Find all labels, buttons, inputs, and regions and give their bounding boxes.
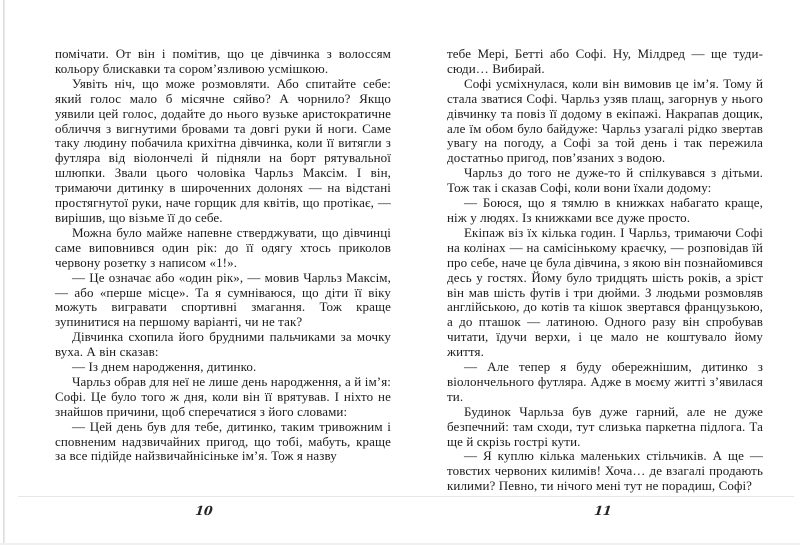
paragraph: Екіпаж віз їх кілька годин. І Чарльз, тримаючи Софі на колінах — на самісінькому краєчку, — розповідав їй про себе, наче це була дівчина, з якою він познайомився десь у гостях. Йому було тридцять шість років, а зріст він мав шість футів і три дюйми. З людьми розмовляв англійською, до котів та кішок звертався французькою, а до пташок — латиною. Одного разу він спробував читати, їдучи верхи, і це мало не коштувало йому життя.	[447, 224, 763, 360]
paragraph: Можна було майже напевне стверджувати, що дівчинці саме виповнився один рік: до її одягу хтось приколов червону розетку з написом «1!».	[55, 224, 391, 270]
page-number-right: 11	[593, 503, 613, 518]
paragraph: — Із днем народження, дитинко.	[72, 359, 257, 375]
paragraph: — Боюся, що я тямлю в книжках набагато краще, ніж у людях. Із книжками все дуже просто.	[447, 195, 763, 225]
paragraph: — Але тепер я буду обережнішим, дитинко з віолончельного футляра. Адже в моєму житті з’явилася ти.	[447, 359, 763, 404]
paragraph: — Я куплю кілька маленьких стільчиків. А ще — товстих червоних килимів! Хоча… де взагалі продають килими? Певно, ти нічого мені тут не порадиш, Софі?	[447, 448, 763, 494]
paragraph: Уявіть ніч, що може розмовляти. Або спитайте себе: який голос мало б місячне сяйво? А чорнило? Якщо уявили цей голос, додайте до нього вузьке аристократичне обличчя з вигнутими бровами та довгі руки й ноги. Саме таку людину побачила крихітна дівчинка, коли її витягли з футляра від віолончелі й підняли на борт рятувальної шлюпки. Звали цього чоловіка Чарльз Максім. І він, тримаючи дитинку в широченних долонях — на відстані простягнутої руки, наче горщик для квітів, що протікає, — вирішив, що візьме її до себе.	[55, 75, 391, 225]
paragraph: Софі усміхнулася, коли він вимовив це ім’я. Тому й стала зватися Софі. Чарльз узяв плащ, загорнув у нього дівчинку та повіз її додому в екіпажі. Накрапав дощик, але їм обом було байдуже: Чарльз узагалі рідко звертав увагу на погоду, а Софі за той день і так пережила достатньо пригод, пов’язаних з водою.	[447, 75, 763, 166]
paragraph: помічати. От він і помітив, що це дівчинка з волоссям кольору блискавки та сором’язливою усмішкою.	[55, 46, 391, 76]
paragraph: — Це означає або «один рік», — мовив Чарльз Максім, — або «перше місце». Та я сумніваюся, що діти її віку можуть вигравати спортивні змагання. Тож краще зупинитися на першому варіанті, чи не так?	[55, 269, 391, 330]
paragraph: Чарльз до того не дуже-то й спілкувався з дітьми. Тож так і сказав Софі, коли вони їхали додому:	[447, 165, 763, 196]
paragraph: — Цей день був для тебе, дитинко, таким тривожним і сповненим надзвичайних пригод, що тобі, мабуть, краще за все підійде найзвичайнісіньке ім’я. Тож я назву	[55, 418, 391, 464]
paragraph: Дівчинка схопила його брудними пальчиками за мочку вуха. А він сказав:	[55, 329, 391, 360]
page-edge-shadow	[3, 0, 5, 545]
right-page-text	[447, 47, 763, 494]
left-page-text	[55, 47, 391, 464]
paragraph: Чарльз обрав для неї не лише день народження, а й ім’я: Софі. Це було того ж дня, коли він її врятував. І ніхто не знайшов причини, щоб сперечатися з його словами:	[55, 373, 391, 419]
page-number-left: 10	[194, 503, 214, 518]
paragraph: Будинок Чарльза був дуже гарний, але не дуже безпечний: там сходи, тут слизька паркетна підлога. Та ще й скрізь гострі кути.	[447, 403, 763, 449]
scan-crease-shadow	[18, 496, 794, 497]
paragraph: тебе Мері, Бетті або Софі. Ну, Мілдред — ще туди-сюди… Вибирай.	[447, 46, 763, 76]
